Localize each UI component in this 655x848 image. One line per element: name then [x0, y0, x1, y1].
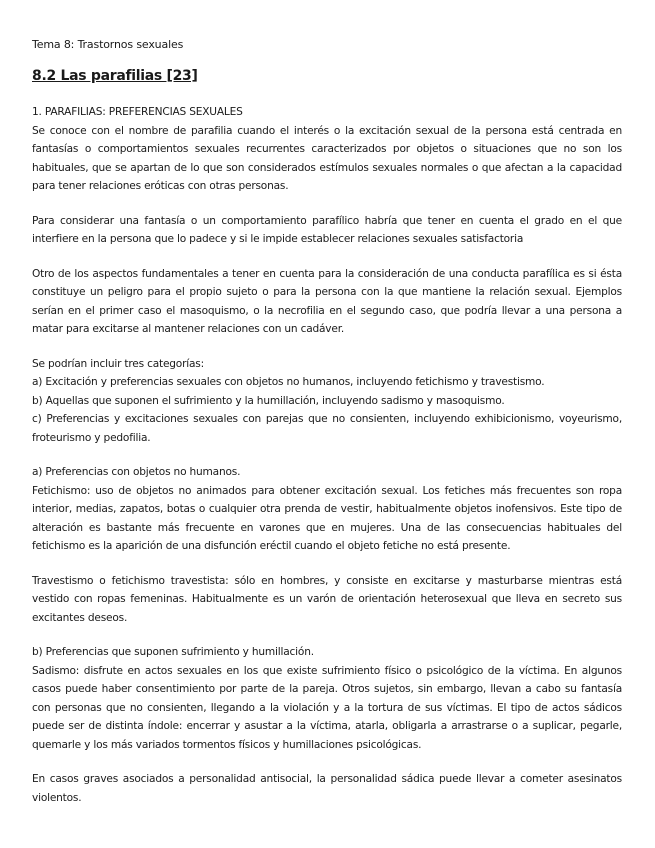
category-item-b: b) Aquellas que suponen el sufrimiento y la humillación, incluyendo sadismo y masoquismo.	[32, 394, 505, 407]
paragraph-gap	[32, 447, 622, 463]
paragraph-severe-cases: En casos graves asociados a personalidad antisocial, la personalidad sádica puede llevar a cometer asesinatos violentos.	[32, 773, 622, 804]
paragraph-danger: Otro de los aspectos fundamentales a tener en cuenta para la consideración de una conducta parafílica es si ésta constituye un peligro para el propio sujeto o para la persona con la que mantiene la relación sexual. Ejemplos serían en el primer caso el masoquismo, o la necrofilia en el segundo caso, que podría llevar a una persona a matar para excitarse al mantener relaciones con un cadáver.	[32, 267, 622, 335]
paragraph-transvestism: Travestismo o fetichismo travestista: sólo en hombres, y consiste en excitarse y masturbarse mientras está vestido con ropas femeninas. Habitualmente es un varón de orientación heterosexual que lleva en secreto sus excitantes deseos.	[32, 574, 622, 624]
paragraph-categories	[32, 355, 622, 448]
categories-intro: Se podrían incluir tres categorías:	[32, 357, 204, 370]
paragraph-gap	[32, 754, 622, 770]
paragraph-heading: b) Preferencias que suponen sufrimiento y humillación.	[32, 646, 314, 658]
paragraph-definition	[32, 103, 622, 196]
section-title: 8.2 Las parafilias [23]	[32, 68, 198, 84]
paragraph-text: Fetichismo: uso de objetos no animados para obtener excitación sexual. Los fetiches más frecuentes son ropa interior, medias, zapatos, botas o cualquier otra prenda de vestir, habitualmente objetos inofensivos. Este tipo de alteración es bastante más frecuente en varones que en mujeres. Una de las consecuencias habituales del fetichismo es la aparición de una disfunción eréctil cuando el objeto fetiche no está presente.	[32, 484, 622, 552]
paragraph-gap	[32, 627, 622, 643]
paragraph-text: Se conoce con el nombre de parafilia cuando el interés o la excitación sexual de la persona está centrada en fantasías o comportamientos sexuales recurrentes caracterizados por objetos o situaciones que no son los habituales, que se apartan de lo que son considerados estímulos sexuales normales o que afectan a la capacidad para tener relaciones eróticas con otras personas.	[32, 124, 622, 192]
category-item-c: c) Preferencias y excitaciones sexuales con parejas que no consienten, incluyendo exhibicionismo, voyeurismo, froteurismo y pedofilia.	[32, 413, 622, 444]
paragraph-heading: a) Preferencias con objetos no humanos.	[32, 466, 241, 478]
paragraph-gap	[32, 556, 622, 572]
paragraph-gap	[32, 196, 622, 212]
document-header: Tema 8: Trastornos sexuales	[32, 38, 184, 51]
paragraph-text: Sadismo: disfrute en actos sexuales en los que existe sufrimiento físico o psicológico de la víctima. En algunos casos puede haber consentimiento por parte de la pareja. Otros sujetos, sin embargo, llevan a cabo su fantasía con personas que no consienten, llegando a la violación y a la tortura de sus víctimas. El tipo de actos sádicos puede ser de distinta índole: encerrar y asustar a la víctima, atarla, obligarla a arrastrarse o a suplicar, pegarle, quemarle y los más variados tormentos físicos y humillaciones psicológicas.	[32, 664, 622, 751]
paragraph-fetishism	[32, 463, 622, 556]
paragraph-gap	[32, 339, 622, 355]
category-item-a: a) Excitación y preferencias sexuales con objetos no humanos, incluyendo fetichismo y travestismo.	[32, 376, 545, 388]
paragraph-sadism	[32, 643, 622, 754]
paragraph-interference: Para considerar una fantasía o un comportamiento parafílico habría que tener en cuenta el grado en el que interfiere en la persona que lo padece y si le impide establecer relaciones sexuales satisfactoria	[32, 214, 622, 245]
paragraph-gap	[32, 249, 622, 265]
paragraph-heading: 1. PARAFILIAS: PREFERENCIAS SEXUALES	[32, 106, 243, 118]
